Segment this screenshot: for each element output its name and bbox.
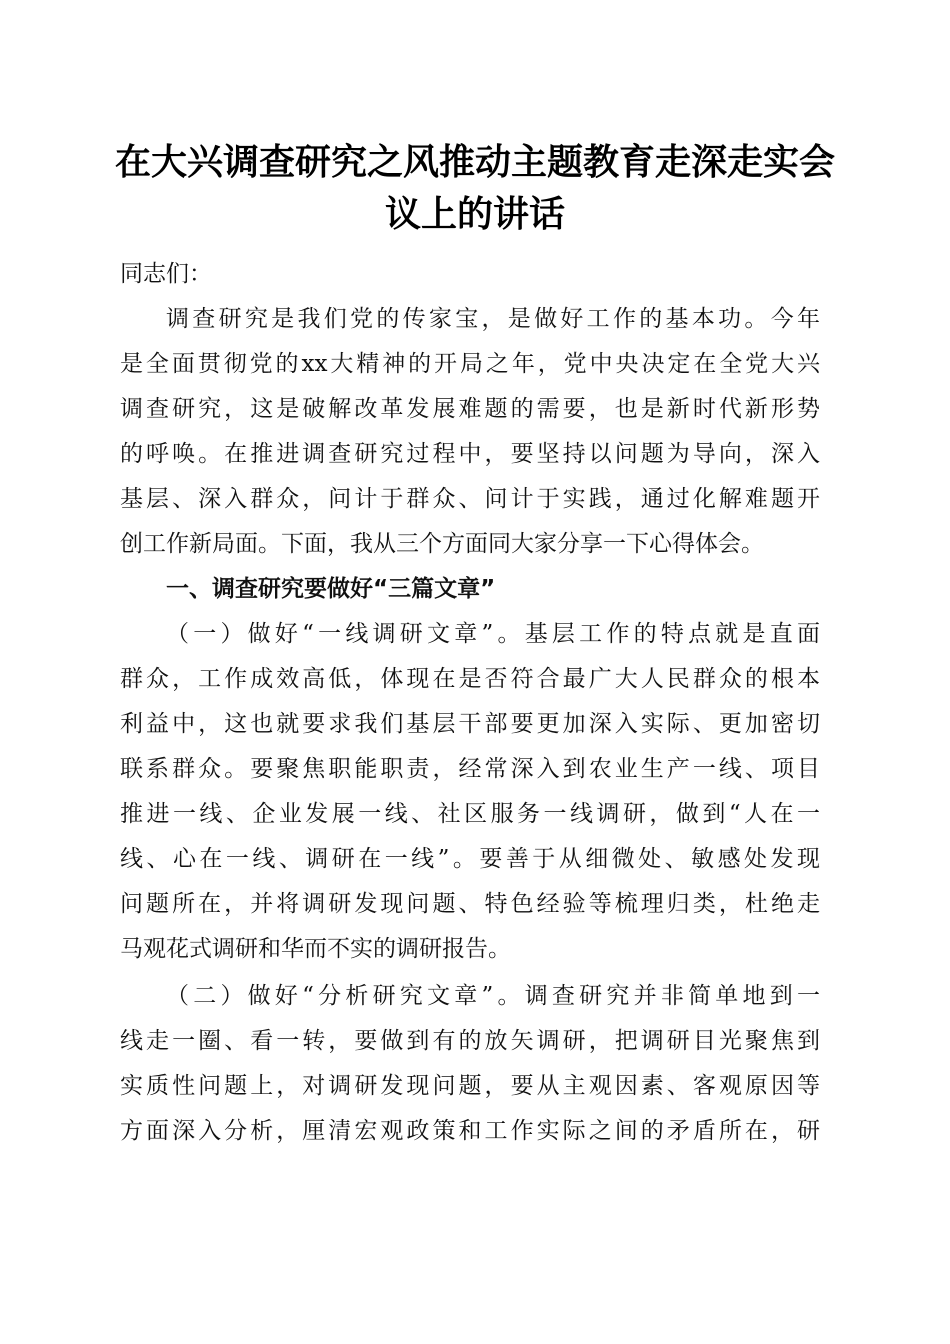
- document-body: [120, 252, 820, 1154]
- subsection-1-paragraph: [120, 612, 820, 972]
- subsection-2-paragraph: [120, 974, 820, 1154]
- intro-line: 调查研究，这是破解改革发展难题的需要，也是新时代新形势: [120, 396, 820, 422]
- subsection-1-line: 线、心在一线、调研在一线”。要善于从细微处、敏感处发现: [120, 846, 820, 872]
- subsection-2-line: 实质性问题上，对调研发现问题，要从主观因素、客观原因等: [120, 1073, 820, 1099]
- subsection-2-line: 线走一圈、看一转，要做到有的放矢调研，把调研目光聚焦到: [120, 1028, 820, 1054]
- intro-line: 的呼唤。在推进调查研究过程中，要坚持以问题为导向，深入: [120, 441, 820, 467]
- subsection-1-line: 马观花式调研和华而不实的调研报告。: [120, 936, 511, 962]
- title-line-1: 在大兴调查研究之风推动主题教育走深走实会: [114, 141, 835, 183]
- salutation: 同志们：: [120, 261, 212, 287]
- subsection-2-line: （二）做好“分析研究文章”。调查研究并非简单地到一: [166, 983, 820, 1009]
- title-line-2: 议上的讲话: [384, 193, 565, 235]
- subsection-1-line: 群众，工作成效高低，体现在是否符合最广大人民群众的根本: [120, 666, 820, 692]
- document-title: [110, 136, 840, 240]
- subsection-1-line: 利益中，这也就要求我们基层干部要更加深入实际、更加密切: [120, 711, 820, 737]
- intro-line: 调查研究是我们党的传家宝，是做好工作的基本功。今年: [166, 306, 820, 332]
- intro-line: 基层、深入群众，问计于群众、问计于实践，通过化解难题开: [120, 486, 820, 512]
- subsection-1-line: （一）做好“一线调研文章”。基层工作的特点就是直面: [166, 621, 820, 647]
- subsection-1-line: 联系群众。要聚焦职能职责，经常深入到农业生产一线、项目: [120, 756, 820, 782]
- subsection-2-line: 方面深入分析，厘清宏观政策和工作实际之间的矛盾所在，研: [120, 1118, 820, 1144]
- subsection-1-line: 问题所在，并将调研发现问题、特色经验等梳理归类，杜绝走: [120, 891, 820, 917]
- section-1-heading: 一、调查研究要做好“三篇文章”: [166, 576, 496, 602]
- intro-line: 创工作新局面。下面，我从三个方面同大家分享一下心得体会。: [120, 531, 764, 557]
- subsection-1-line: 推进一线、企业发展一线、社区服务一线调研，做到“人在一: [120, 801, 820, 827]
- intro-paragraph: [120, 297, 820, 567]
- intro-line: 是全面贯彻党的xx大精神的开局之年，党中央决定在全党大兴: [120, 351, 820, 377]
